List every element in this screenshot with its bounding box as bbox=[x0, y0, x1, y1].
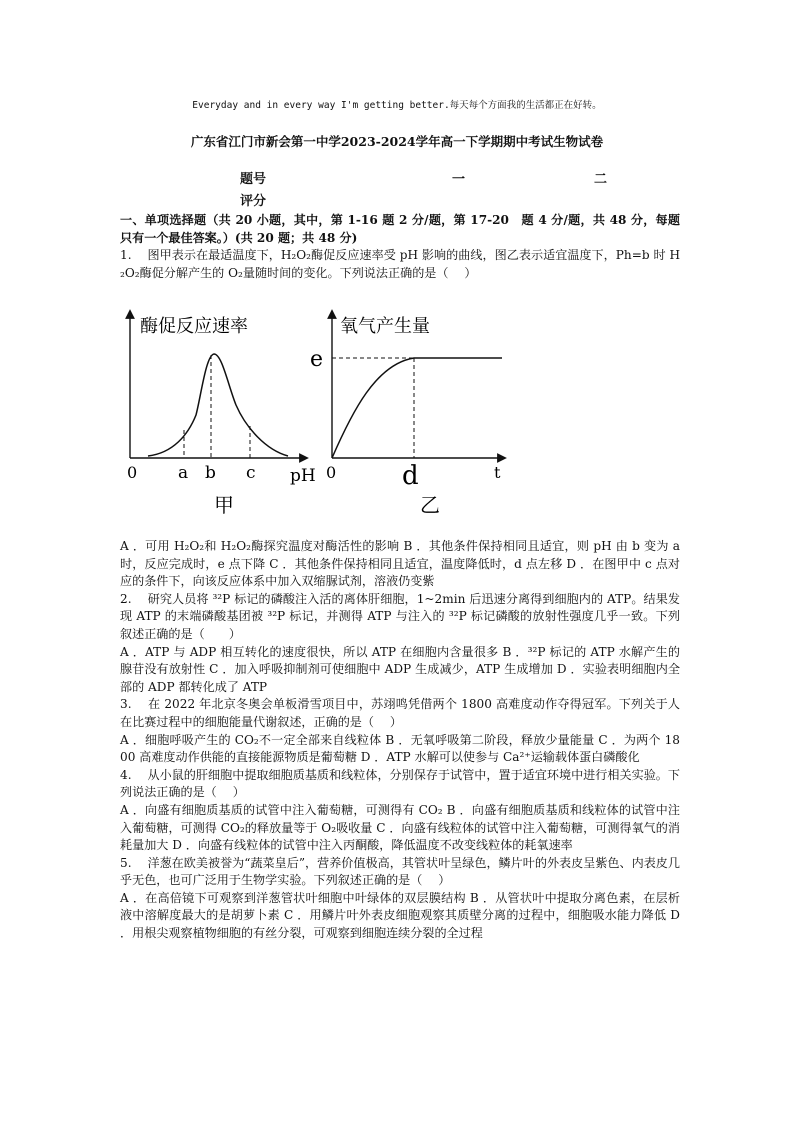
jia-tick-b: b bbox=[205, 463, 216, 483]
jia-origin-label: 0 bbox=[127, 463, 138, 482]
figure-enzyme-graphs bbox=[118, 300, 518, 522]
section-heading: 一、单项选择题（共 20 小题，其中，第 1-16 题 2 分/题，第 17-20 题 4 分/题，共 48 分，每题只有一个最佳答案。）(共 20 题；共 48 分) bbox=[120, 213, 680, 245]
jia-x-label: pH bbox=[290, 466, 316, 486]
question-3-stem: 3. 在 2022 年北京冬奥会单板滑雪项目中，苏翊鸣凭借两个 1800 高难度动作夺得冠军。下列关于人在比赛过程中的细胞能量代谢叙述，正确的是（ ） bbox=[120, 697, 680, 729]
score-table-col2: 二 bbox=[594, 172, 608, 187]
yi-oxygen-curve bbox=[332, 358, 502, 458]
question-3-options: A ．细胞呼吸产生的 CO₂不一定全部来自线粒体 B ．无氧呼吸第二阶段，释放少量能量 C ．为两个 1800 高难度动作供能的直接能源物质是葡萄糖 D ．ATP 水解可以使参与 Ca²⁺运输载体蛋白磷酸化 bbox=[120, 732, 680, 765]
question-4-options: A ．向盛有细胞质基质的试管中注入葡萄糖，可测得有 CO₂ B ．向盛有细胞质基质和线粒体的试管中注入葡萄糖，可测得 CO₂的释放量等于 O₂吸收量 C ．向盛有线粒体的试管中注入葡萄糖，可测得氧气的消耗量加大 D ．向盛有线粒体的试管中注入丙酮酸，降低温度不改变线粒体的耗氧速率 bbox=[120, 802, 680, 853]
jia-tick-c: c bbox=[246, 463, 256, 483]
jia-ph-curve bbox=[148, 354, 288, 456]
score-table-row1-label: 题号 bbox=[240, 172, 267, 187]
score-table-row2-label: 评分 bbox=[240, 194, 267, 209]
yi-caption: 乙 bbox=[420, 493, 440, 517]
section-1-intro bbox=[120, 212, 680, 282]
yi-e-label: e bbox=[310, 347, 324, 372]
yi-x-label: t bbox=[494, 463, 501, 482]
question-2-stem: 2. 研究人员将 ³²P 标记的磷酸注入活的离体肝细胞，1~2min 后迅速分离得到细胞内的 ATP。结果发现 ATP 的末端磷酸基团被 ³²P 标记，并测得 ATP 与注入的 ³²P 标记磷酸的放射性强度几乎一致。下列叙述正确的是（ ） bbox=[120, 591, 680, 641]
question-4-stem: 4. 从小鼠的肝细胞中提取细胞质基质和线粒体，分别保存于试管中，置于适宜环境中进行相关实验。下列说法正确的是（ ） bbox=[120, 767, 680, 800]
jia-caption: 甲 bbox=[214, 493, 234, 517]
yi-y-label: 氧气产生量 bbox=[340, 316, 430, 337]
jia-tick-a: a bbox=[178, 463, 189, 483]
graph-yi bbox=[310, 314, 502, 517]
score-table-col1: 一 bbox=[452, 172, 466, 187]
exam-title: 广东省江门市新会第一中学2023-2024学年高一下学期期中考试生物试卷 bbox=[190, 134, 604, 149]
question-2-options: A ．ATP 与 ADP 相互转化的速度很快，所以 ATP 在细胞内含量很多 B ．³²P 标记的 ATP 水解产生的腺苷没有放射性 C ．加入呼吸抑制剂可使细胞中 ADP 生成减少，ATP 生成增加 D ．实验表明细胞内全部的 ADP 都转化成了 ATP bbox=[120, 644, 680, 694]
yi-tick-d: d bbox=[402, 461, 419, 491]
jia-y-label: 酶促反应速率 bbox=[140, 316, 248, 337]
question-1-options: A ．可用 H₂O₂和 H₂O₂酶探究温度对酶活性的影响 B ．其他条件保持相同且适宜，则 pH 由 b 变为 a 时，反应完成时，e 点下降 C ．其他条件保持相同且适宜，温度降低时，d 点左移 D ．在图甲中 c 点对应的条件下，向该反应体系中加入双缩脲试剂，溶液仍变紫 bbox=[120, 539, 680, 589]
yi-origin-label: 0 bbox=[326, 463, 337, 482]
graph-jia bbox=[127, 314, 316, 517]
question-1-stem: 1. 图甲表示在最适温度下，H₂O₂酶促反应速率受 pH 影响的曲线，图乙表示适宜温度下，Ph=b 时 H₂O₂酶促分解产生的 O₂量随时间的变化。下列说法正确的是（ ） bbox=[120, 248, 680, 280]
question-5-stem: 5. 洋葱在欧美被誉为“蔬菜皇后”，营养价值极高，其管状叶呈绿色，鳞片叶的外表皮呈紫色、内表皮几乎无色，也可广泛用于生物学实验。下列叙述正确的是（ ） bbox=[120, 855, 680, 888]
questions-block bbox=[120, 538, 680, 943]
question-5-options: A ．在高倍镜下可观察到洋葱管状叶细胞中叶绿体的双层膜结构 B ．从管状叶中提取分离色素，在层析液中溶解度最大的是胡萝卜素 C ．用鳞片叶外表皮细胞观察其质壁分离的过程中，细胞吸水能力降低 D ．用根尖观察植物细胞的有丝分裂，可观察到细胞连续分裂的全过程 bbox=[120, 890, 680, 941]
page-motto: Everyday and in every way I'm getting better.每天每个方面我的生活都正在好转。 bbox=[192, 100, 602, 111]
